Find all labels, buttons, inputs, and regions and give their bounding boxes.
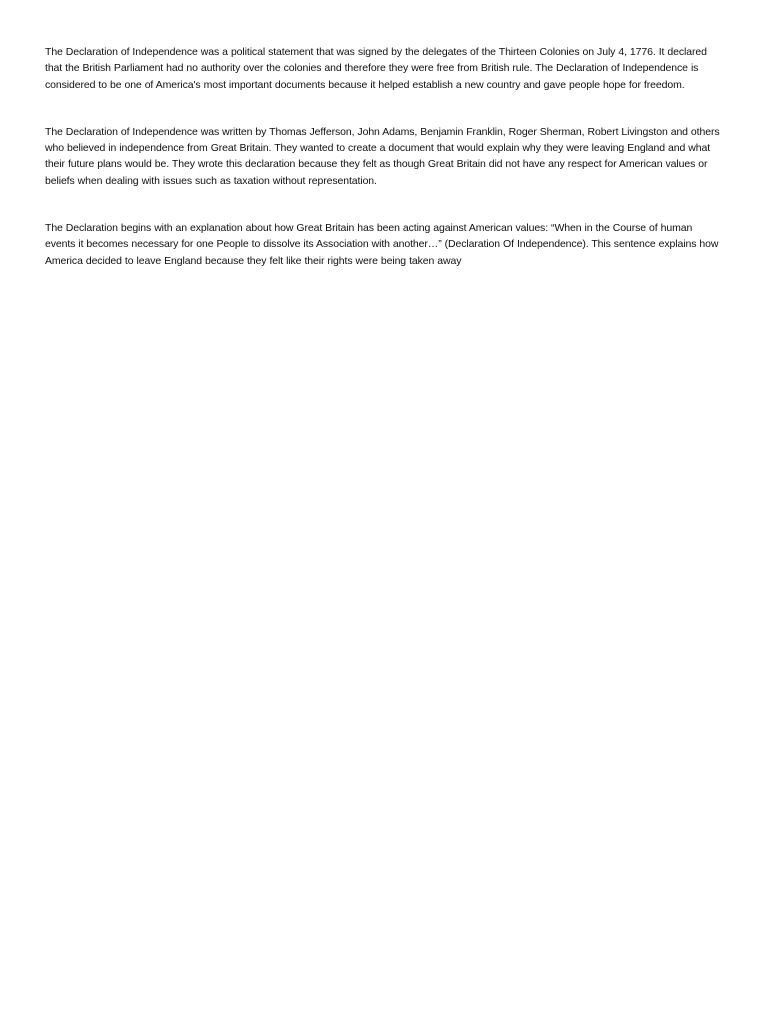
paragraph-1: The Declaration of Independence was a political statement that was signed by the delegates of the Thirteen Colonies on July 4, 1776. It declared that the British Parliament had no authority over the colonies and therefore they were free from British rule. The Declaration of Independence is considered to be one of America's most important documents because it helped establish a new country and gave people hope for freedom.	[45, 46, 707, 91]
paragraph-3: The Declaration begins with an explanation about how Great Britain has been acting against American values: “When in the Course of human events it becomes necessary for one People to dissolve its Association with another…” (Declaration Of Independence). This sentence explains how America decided to leave England because they felt like their rights were being taken away	[45, 222, 719, 267]
paragraph-2: The Declaration of Independence was written by Thomas Jefferson, John Adams, Benjamin Franklin, Roger Sherman, Robert Livingston and others who believed in independence from Great Britain. They wanted to create a document that would explain why they were leaving England and what their future plans would be. They wrote this declaration because they felt as though Great Britain did not have any respect for American values or beliefs when dealing with issues such as taxation without representation.	[45, 125, 720, 187]
document-body	[45, 44, 725, 269]
